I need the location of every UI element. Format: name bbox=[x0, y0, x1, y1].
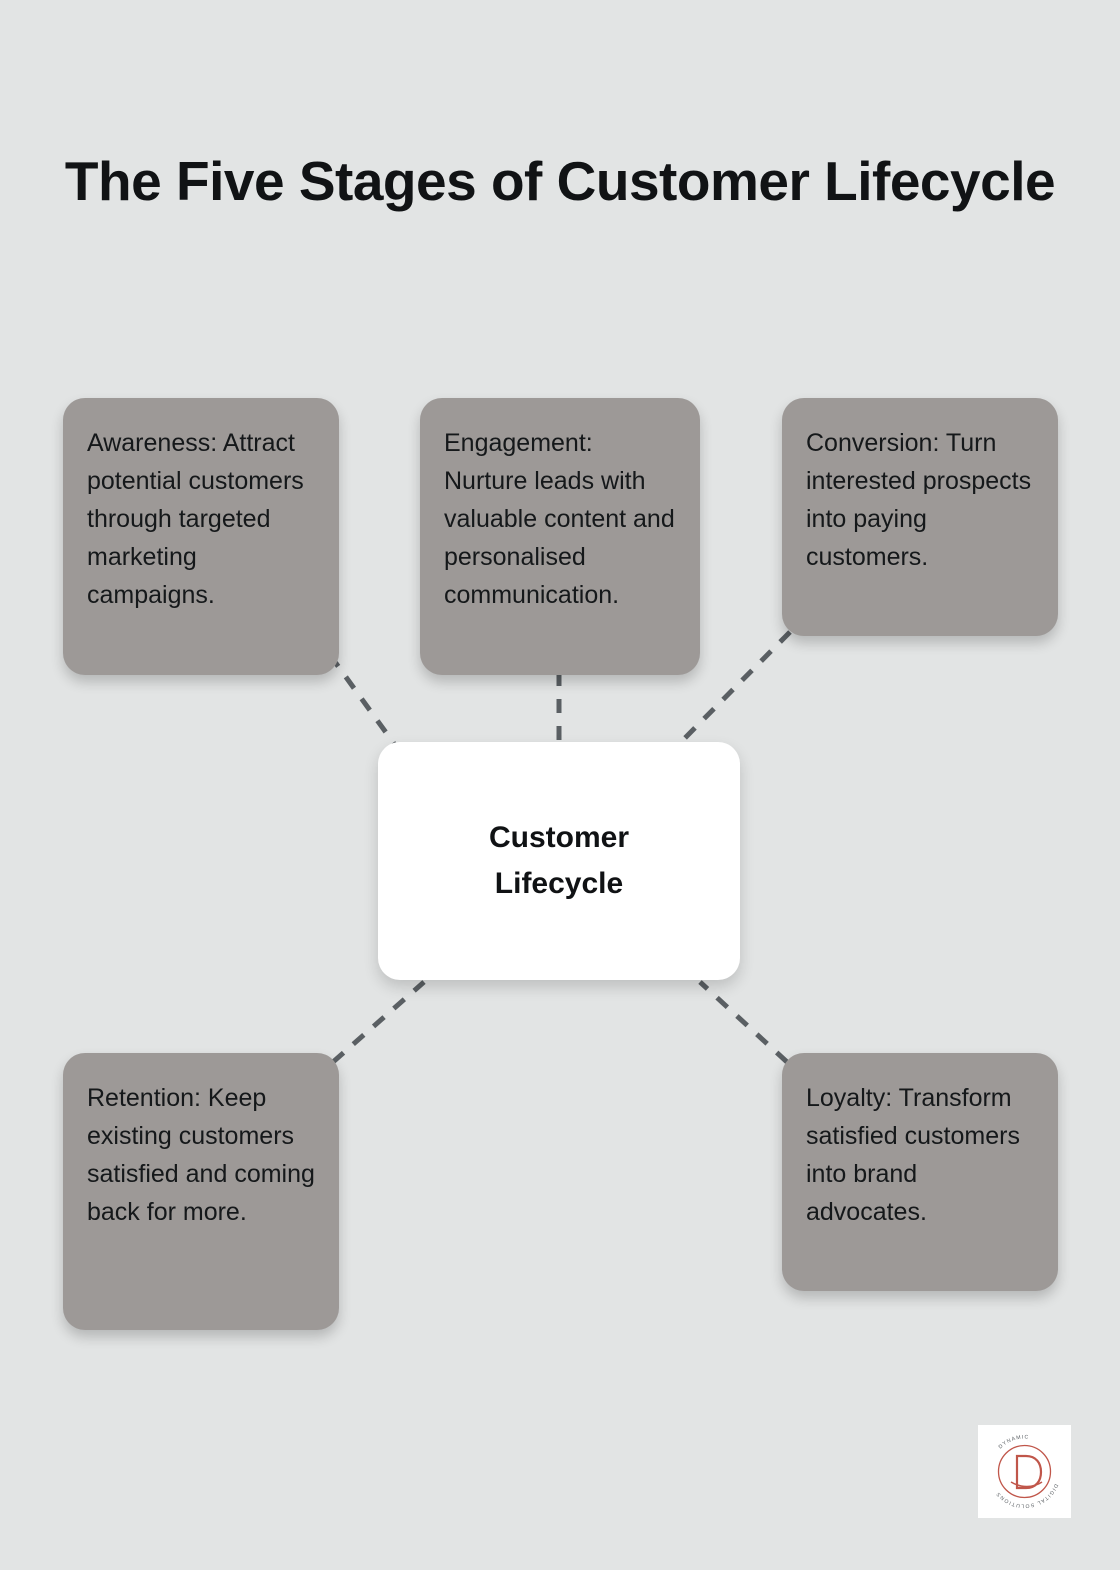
line-retention bbox=[333, 982, 424, 1062]
stage-node-conversion[interactable] bbox=[782, 398, 1058, 636]
stage-node-text: Conversion: Turn interested prospects into paying customers. bbox=[806, 429, 1032, 571]
center-node-label: Customer Lifecycle bbox=[488, 820, 630, 900]
stage-node-retention[interactable] bbox=[63, 1053, 339, 1330]
brand-logo-icon bbox=[978, 1425, 1071, 1518]
stage-node-text: Engagement: Nurture leads with valuable content and personalised communication. bbox=[444, 429, 675, 609]
line-loyalty bbox=[700, 982, 787, 1062]
svg-text:DYNAMIC: DYNAMIC bbox=[997, 1434, 1030, 1451]
page-title: The Five Stages of Customer Lifecycle bbox=[64, 149, 1056, 212]
stage-node-engagement[interactable] bbox=[420, 398, 700, 675]
stage-node-loyalty[interactable] bbox=[782, 1053, 1058, 1291]
line-awareness bbox=[330, 655, 395, 745]
stage-node-text: Awareness: Attract potential customers through targeted marketing campaigns. bbox=[87, 429, 304, 609]
stage-node-text: Retention: Keep existing customers satisfied and coming back for more. bbox=[87, 1084, 315, 1226]
stage-node-text: Loyalty: Transform satisfied customers into brand advocates. bbox=[806, 1084, 1020, 1226]
stage-node-awareness[interactable] bbox=[63, 398, 339, 675]
center-node-customer-lifecycle[interactable] bbox=[378, 742, 740, 980]
svg-text:DIGITAL SOLUTIONS: DIGITAL SOLUTIONS bbox=[995, 1482, 1059, 1509]
